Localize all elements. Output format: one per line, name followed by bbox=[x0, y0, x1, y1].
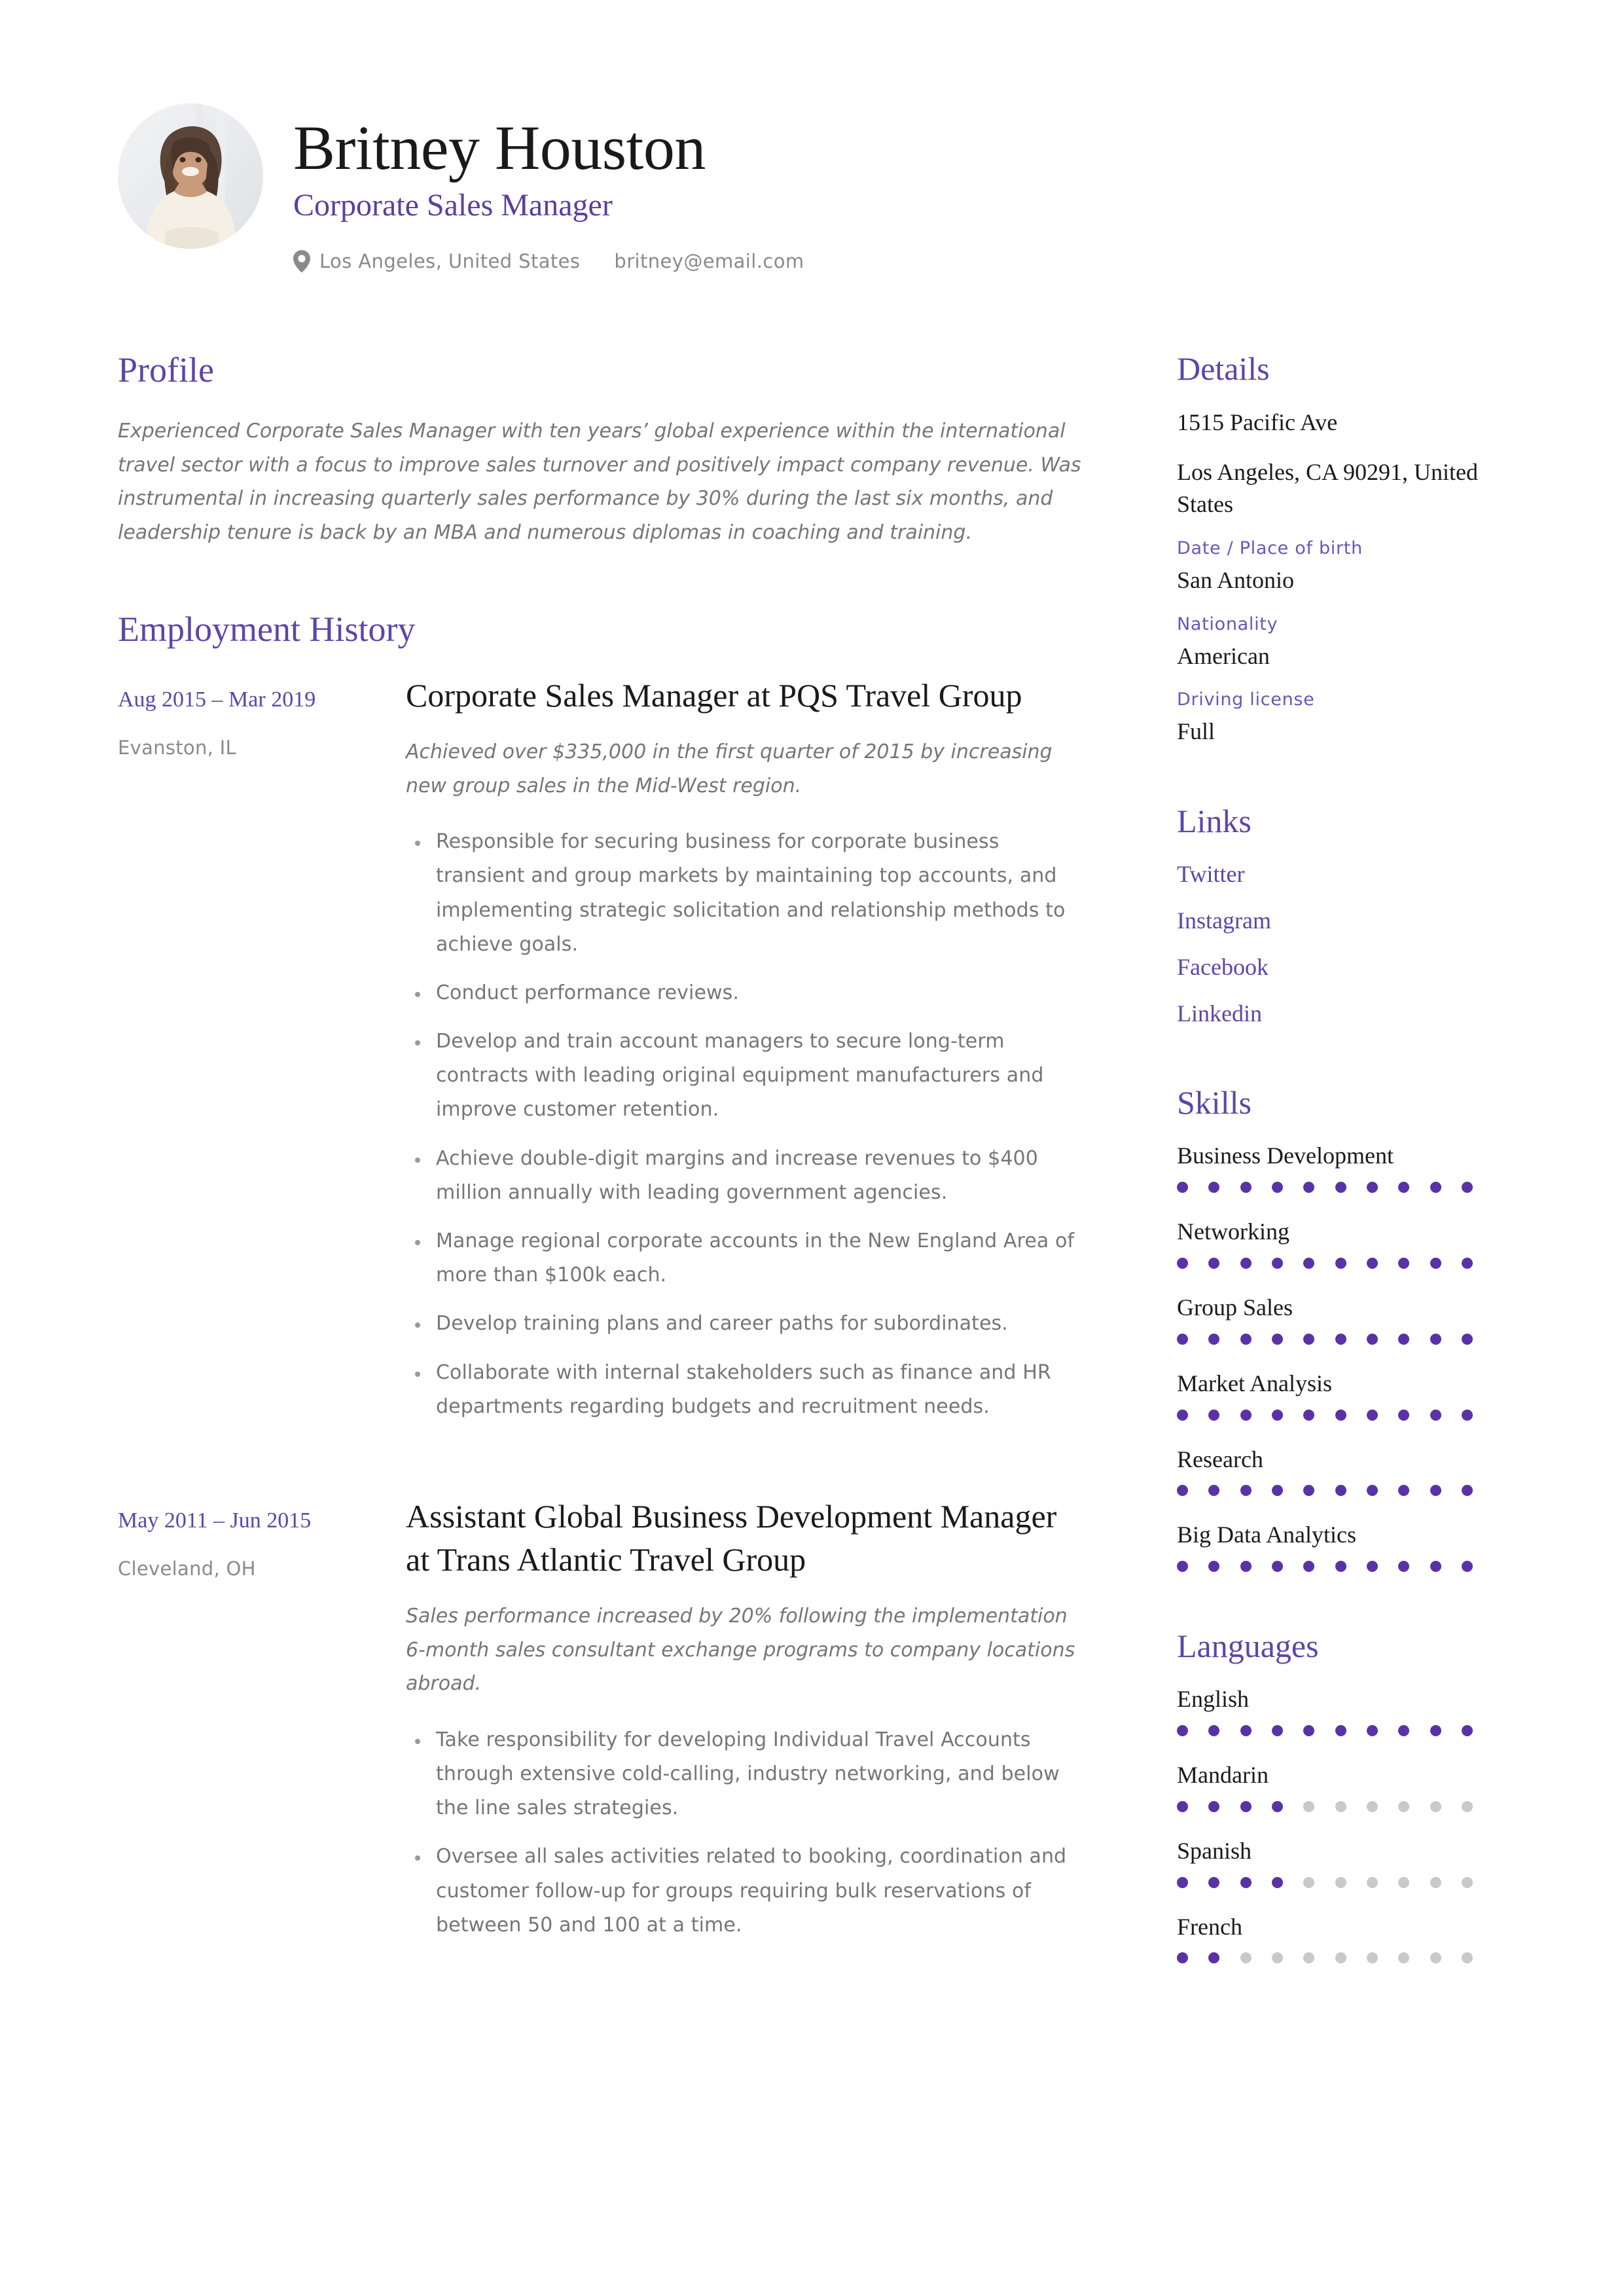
skills-rating-dots bbox=[1177, 1410, 1473, 1421]
link-item-instagram[interactable]: Instagram bbox=[1177, 907, 1271, 934]
employment-entry-body bbox=[406, 674, 1087, 1438]
rating-dot-empty bbox=[1303, 1801, 1314, 1812]
skills-item bbox=[1177, 1520, 1504, 1572]
employment-job-title: Corporate Sales Manager at PQS Travel Group bbox=[406, 676, 1022, 714]
rating-dot-filled bbox=[1398, 1410, 1409, 1421]
rating-dot-empty bbox=[1367, 1877, 1378, 1888]
job-title-subheading: Corporate Sales Manager bbox=[293, 187, 613, 223]
skills-list bbox=[1177, 1140, 1504, 1572]
rating-dot-filled bbox=[1177, 1801, 1188, 1812]
detail-value: San Antonio bbox=[1177, 566, 1295, 593]
rating-dot-filled bbox=[1272, 1410, 1283, 1421]
employment-bullet-list bbox=[406, 825, 1087, 1424]
rating-dot-filled bbox=[1430, 1485, 1441, 1496]
rating-dot-filled bbox=[1208, 1952, 1219, 1963]
languages-item bbox=[1177, 1760, 1504, 1812]
languages-rating-dots bbox=[1177, 1801, 1473, 1812]
rating-dot-filled bbox=[1367, 1485, 1378, 1496]
skills-label: Group Sales bbox=[1177, 1294, 1293, 1321]
employment-bullet: Conduct performance reviews. bbox=[436, 976, 1087, 1010]
rating-dot-filled bbox=[1335, 1485, 1346, 1496]
profile-paragraph: Experienced Corporate Sales Manager with ten years’ global experience within the international travel sector with a focus to improve sales turnover and positively impact company revenue. Was instrumental in increasing quarterly sales performance by 30% during the last six months, and leadership tenure is back by an MBA and numerous diplomas in coaching and training. bbox=[118, 420, 1081, 544]
skills-item bbox=[1177, 1140, 1504, 1193]
rating-dot-empty bbox=[1240, 1952, 1252, 1963]
rating-dot-filled bbox=[1303, 1258, 1314, 1269]
employment-section bbox=[118, 610, 1087, 1957]
rating-dot-filled bbox=[1240, 1334, 1252, 1345]
rating-dot-filled bbox=[1177, 1952, 1188, 1963]
rating-dot-empty bbox=[1430, 1801, 1441, 1812]
rating-dot-filled bbox=[1303, 1725, 1314, 1736]
languages-item bbox=[1177, 1684, 1504, 1736]
employment-entry bbox=[118, 1495, 1087, 1957]
rating-dot-empty bbox=[1335, 1877, 1346, 1888]
profile-section-title: Profile bbox=[118, 350, 214, 390]
rating-dot-filled bbox=[1430, 1561, 1441, 1572]
skills-item bbox=[1177, 1292, 1504, 1345]
rating-dot-filled bbox=[1240, 1258, 1252, 1269]
rating-dot-filled bbox=[1272, 1258, 1283, 1269]
rating-dot-filled bbox=[1240, 1410, 1252, 1421]
rating-dot-filled bbox=[1398, 1334, 1409, 1345]
rating-dot-empty bbox=[1367, 1952, 1378, 1963]
resume-header bbox=[118, 98, 1504, 272]
skills-label: Business Development bbox=[1177, 1142, 1394, 1169]
rating-dot-filled bbox=[1367, 1561, 1378, 1572]
contact-email[interactable] bbox=[614, 250, 804, 272]
rating-dot-filled bbox=[1272, 1801, 1283, 1812]
languages-label: Mandarin bbox=[1177, 1762, 1269, 1788]
employment-bullet: Responsible for securing business for corporate business transient and group markets by maintaining top accounts, and implementing strategic solicitation and relationship methods to achieve goals. bbox=[436, 825, 1087, 962]
contact-location bbox=[293, 250, 580, 272]
detail-label: Nationality bbox=[1177, 613, 1278, 634]
rating-dot-filled bbox=[1303, 1334, 1314, 1345]
detail-label: Date / Place of birth bbox=[1177, 538, 1363, 558]
skills-label: Research bbox=[1177, 1446, 1263, 1472]
rating-dot-filled bbox=[1177, 1182, 1188, 1193]
avatar-photo bbox=[118, 103, 263, 249]
languages-item bbox=[1177, 1836, 1504, 1888]
rating-dot-filled bbox=[1462, 1334, 1473, 1345]
rating-dot-filled bbox=[1335, 1334, 1346, 1345]
rating-dot-filled bbox=[1335, 1258, 1346, 1269]
employment-location: Cleveland, OH bbox=[118, 1558, 256, 1580]
rating-dot-filled bbox=[1367, 1258, 1378, 1269]
employment-bullet: Oversee all sales activities related to booking, coordination and customer follow-up for groups requiring bulk reservations of between 50 and 100 at a time. bbox=[436, 1840, 1087, 1942]
skills-block bbox=[1177, 1085, 1504, 1572]
rating-dot-filled bbox=[1367, 1182, 1378, 1193]
rating-dot-filled bbox=[1430, 1725, 1441, 1736]
rating-dot-filled bbox=[1335, 1410, 1346, 1421]
rating-dot-filled bbox=[1177, 1485, 1188, 1496]
rating-dot-filled bbox=[1208, 1182, 1219, 1193]
rating-dot-filled bbox=[1430, 1258, 1441, 1269]
rating-dot-empty bbox=[1335, 1952, 1346, 1963]
sidebar bbox=[1159, 351, 1504, 2020]
rating-dot-empty bbox=[1335, 1801, 1346, 1812]
profile-section bbox=[118, 351, 1087, 550]
rating-dot-empty bbox=[1303, 1877, 1314, 1888]
employment-dates: May 2011 – Jun 2015 bbox=[118, 1508, 312, 1533]
location-text: Los Angeles, United States bbox=[319, 249, 581, 272]
rating-dot-filled bbox=[1240, 1725, 1252, 1736]
rating-dot-filled bbox=[1272, 1485, 1283, 1496]
detail-value: Full bbox=[1177, 718, 1216, 745]
employment-list bbox=[118, 674, 1087, 1957]
rating-dot-filled bbox=[1462, 1182, 1473, 1193]
rating-dot-filled bbox=[1208, 1410, 1219, 1421]
rating-dot-filled bbox=[1272, 1877, 1283, 1888]
main-column bbox=[118, 351, 1159, 2017]
details-block bbox=[1177, 351, 1504, 747]
languages-list bbox=[1177, 1684, 1504, 1963]
rating-dot-empty bbox=[1430, 1877, 1441, 1888]
rating-dot-filled bbox=[1462, 1485, 1473, 1496]
rating-dot-filled bbox=[1272, 1725, 1283, 1736]
rating-dot-filled bbox=[1430, 1334, 1441, 1345]
details-section-title: Details bbox=[1177, 350, 1270, 387]
rating-dot-filled bbox=[1462, 1725, 1473, 1736]
employment-entry-meta bbox=[118, 1495, 406, 1580]
rating-dot-filled bbox=[1177, 1334, 1188, 1345]
rating-dot-filled bbox=[1208, 1877, 1219, 1888]
rating-dot-filled bbox=[1208, 1334, 1219, 1345]
rating-dot-filled bbox=[1367, 1334, 1378, 1345]
rating-dot-filled bbox=[1398, 1561, 1409, 1572]
rating-dot-filled bbox=[1240, 1801, 1252, 1812]
languages-label: English bbox=[1177, 1686, 1250, 1713]
contact-row bbox=[293, 250, 804, 272]
employment-dates: Aug 2015 – Mar 2019 bbox=[118, 687, 316, 712]
languages-label: Spanish bbox=[1177, 1837, 1252, 1864]
rating-dot-filled bbox=[1240, 1485, 1252, 1496]
skills-rating-dots bbox=[1177, 1258, 1473, 1269]
languages-rating-dots bbox=[1177, 1725, 1473, 1736]
skills-rating-dots bbox=[1177, 1485, 1473, 1496]
rating-dot-filled bbox=[1177, 1725, 1188, 1736]
body-columns bbox=[118, 351, 1504, 2020]
rating-dot-empty bbox=[1272, 1952, 1283, 1963]
rating-dot-filled bbox=[1303, 1182, 1314, 1193]
rating-dot-filled bbox=[1367, 1410, 1378, 1421]
rating-dot-filled bbox=[1335, 1725, 1346, 1736]
address-block bbox=[1177, 407, 1504, 521]
rating-dot-filled bbox=[1272, 1182, 1283, 1193]
rating-dot-empty bbox=[1367, 1801, 1378, 1812]
languages-rating-dots bbox=[1177, 1952, 1473, 1963]
rating-dot-filled bbox=[1303, 1561, 1314, 1572]
address-line: Los Angeles, CA 90291, United States bbox=[1177, 458, 1478, 518]
skills-item bbox=[1177, 1368, 1504, 1421]
rating-dot-filled bbox=[1208, 1725, 1219, 1736]
employment-entry-body bbox=[406, 1495, 1087, 1957]
rating-dot-filled bbox=[1335, 1182, 1346, 1193]
links-list bbox=[1177, 859, 1504, 1029]
rating-dot-filled bbox=[1462, 1410, 1473, 1421]
rating-dot-empty bbox=[1303, 1952, 1314, 1963]
detail-value: American bbox=[1177, 642, 1270, 669]
rating-dot-filled bbox=[1303, 1485, 1314, 1496]
skills-section-title: Skills bbox=[1177, 1084, 1252, 1121]
skills-rating-dots bbox=[1177, 1182, 1473, 1193]
employment-bullet: Achieve double-digit margins and increase revenues to $400 million annually with leading government agencies. bbox=[436, 1142, 1087, 1210]
skills-label: Market Analysis bbox=[1177, 1370, 1332, 1396]
rating-dot-filled bbox=[1272, 1334, 1283, 1345]
details-field-list bbox=[1177, 538, 1504, 747]
email-text[interactable]: britney@email.com bbox=[614, 249, 804, 272]
page-title: Britney Houston bbox=[293, 113, 706, 183]
rating-dot-filled bbox=[1208, 1561, 1219, 1572]
employment-bullet: Manage regional corporate accounts in the New England Area of more than $100k each. bbox=[436, 1224, 1087, 1292]
rating-dot-filled bbox=[1208, 1258, 1219, 1269]
rating-dot-empty bbox=[1398, 1877, 1409, 1888]
rating-dot-filled bbox=[1367, 1725, 1378, 1736]
rating-dot-filled bbox=[1335, 1561, 1346, 1572]
link-item-facebook[interactable]: Facebook bbox=[1177, 953, 1269, 980]
languages-item bbox=[1177, 1912, 1504, 1964]
employment-bullet: Develop and train account managers to secure long-term contracts with leading original equipment manufacturers and improve customer retention. bbox=[436, 1025, 1087, 1127]
languages-rating-dots bbox=[1177, 1877, 1473, 1888]
rating-dot-filled bbox=[1240, 1877, 1252, 1888]
employment-section-title: Employment History bbox=[118, 609, 416, 649]
languages-section-title: Languages bbox=[1177, 1628, 1319, 1665]
detail-label: Driving license bbox=[1177, 689, 1315, 710]
languages-block bbox=[1177, 1628, 1504, 1963]
employment-entry-meta bbox=[118, 674, 406, 759]
employment-job-title: Assistant Global Business Development Manager at Trans Atlantic Travel Group bbox=[406, 1497, 1057, 1578]
rating-dot-empty bbox=[1462, 1877, 1473, 1888]
links-block bbox=[1177, 803, 1504, 1029]
rating-dot-filled bbox=[1240, 1561, 1252, 1572]
link-item-twitter[interactable]: Twitter bbox=[1177, 861, 1245, 888]
header-text-block bbox=[293, 98, 804, 272]
employment-summary: Sales performance increased by 20% following the implementation 6-month sales consultant exchange programs to company locations abroad. bbox=[406, 1604, 1075, 1696]
rating-dot-empty bbox=[1398, 1801, 1409, 1812]
skills-rating-dots bbox=[1177, 1334, 1473, 1345]
link-item-linkedin[interactable]: Linkedin bbox=[1177, 1000, 1262, 1027]
employment-entry bbox=[118, 674, 1087, 1438]
employment-bullet: Develop training plans and career paths for subordinates. bbox=[436, 1307, 1087, 1341]
employment-summary: Achieved over $335,000 in the first quarter of 2015 by increasing new group sales in the Mid-West region. bbox=[406, 740, 1053, 797]
rating-dot-filled bbox=[1177, 1410, 1188, 1421]
rating-dot-filled bbox=[1240, 1182, 1252, 1193]
rating-dot-filled bbox=[1430, 1182, 1441, 1193]
skills-item bbox=[1177, 1444, 1504, 1497]
rating-dot-filled bbox=[1272, 1561, 1283, 1572]
skills-item bbox=[1177, 1216, 1504, 1269]
address-line: 1515 Pacific Ave bbox=[1177, 409, 1338, 435]
rating-dot-filled bbox=[1208, 1801, 1219, 1812]
rating-dot-empty bbox=[1430, 1952, 1441, 1963]
skills-label: Networking bbox=[1177, 1218, 1289, 1245]
employment-bullet: Collaborate with internal stakeholders such as finance and HR departments regarding budgets and recruitment needs. bbox=[436, 1356, 1087, 1424]
location-pin-icon bbox=[293, 250, 310, 272]
languages-label: French bbox=[1177, 1913, 1242, 1940]
rating-dot-empty bbox=[1462, 1801, 1473, 1812]
rating-dot-empty bbox=[1462, 1952, 1473, 1963]
rating-dot-filled bbox=[1398, 1485, 1409, 1496]
skills-rating-dots bbox=[1177, 1561, 1473, 1572]
employment-bullet-list bbox=[406, 1723, 1087, 1942]
rating-dot-filled bbox=[1398, 1182, 1409, 1193]
rating-dot-filled bbox=[1177, 1561, 1188, 1572]
rating-dot-filled bbox=[1430, 1410, 1441, 1421]
rating-dot-filled bbox=[1398, 1258, 1409, 1269]
rating-dot-filled bbox=[1303, 1410, 1314, 1421]
avatar bbox=[118, 103, 263, 249]
rating-dot-filled bbox=[1398, 1725, 1409, 1736]
rating-dot-empty bbox=[1398, 1952, 1409, 1963]
rating-dot-filled bbox=[1462, 1258, 1473, 1269]
employment-bullet: Take responsibility for developing Individual Travel Accounts through extensive cold-calling, industry networking, and below the line sales strategies. bbox=[436, 1723, 1087, 1826]
rating-dot-filled bbox=[1177, 1258, 1188, 1269]
rating-dot-filled bbox=[1177, 1877, 1188, 1888]
rating-dot-filled bbox=[1208, 1485, 1219, 1496]
skills-label: Big Data Analytics bbox=[1177, 1522, 1356, 1548]
rating-dot-filled bbox=[1462, 1561, 1473, 1572]
links-section-title: Links bbox=[1177, 803, 1252, 840]
employment-location: Evanston, IL bbox=[118, 737, 236, 759]
